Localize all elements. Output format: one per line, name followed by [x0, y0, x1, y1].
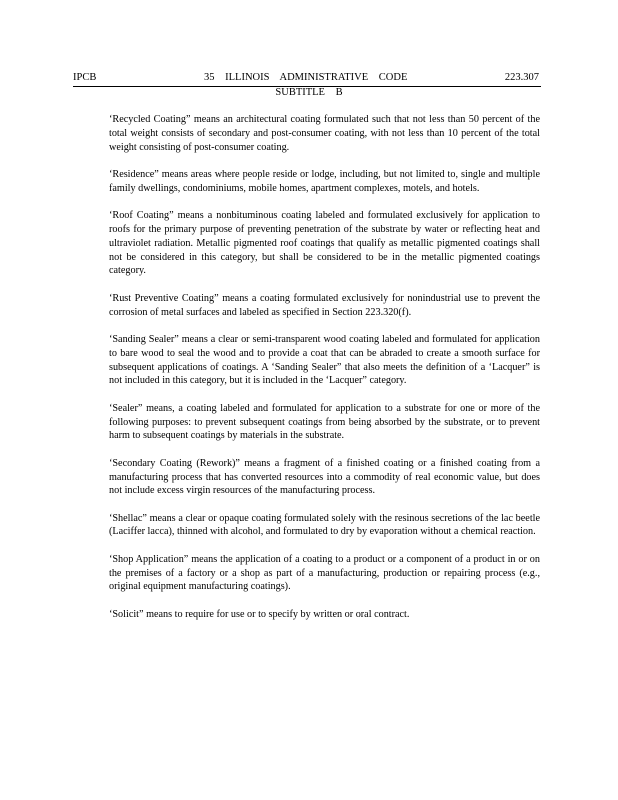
definition-residence: ‘Residence” means areas where people reside or lodge, including, but not limited to, single and multiple family dwellings, condominiums, mobile homes, apartment complexes, motels, and hotels. [109, 168, 540, 194]
page-header [73, 72, 541, 87]
definition-recycled-coating: ‘Recycled Coating” means an architectural coating formulated such that not less than 50 percent of the total weight consists of secondary and post-consumer coating, with not less than 10 percent of the total weight consisting of post-consumer coating. [109, 114, 540, 153]
definition-shellac: ‘Shellac” means a clear or opaque coating formulated solely with the resinous secretions of the lac beetle (Laciffer lacca), thinned with alcohol, and formulated to dry by evaporation without a chemical reaction. [109, 512, 540, 538]
definition-roof-coating: ‘Roof Coating” means a nonbituminous coating labeled and formulated exclusively for application to roofs for the primary purpose of preventing penetration of the substrate by water or reflecting heat and ultraviolet radiation. Metallic pigmented roof coatings that qualify as metallic pigmented coatings shall not be considered in this category, but shall be considered to be in the metallic pigmented coatings category. [109, 210, 540, 277]
header-agency: IPCB [73, 72, 97, 83]
header-subtitle: SUBTITLE B [275, 87, 343, 98]
definition-sanding-sealer: ‘Sanding Sealer” means a clear or semi-transparent wood coating labeled and formulated for application to bare wood to seal the wood and to provide a coat that can be abraded to create a smooth surface for subsequent applications of coatings. A ‘Sanding Sealer” that also meets the definition of a ‘Lacquer” is not included in this category, but it is included in the ‘Lacquer” category. [109, 333, 540, 387]
definition-shop-application: ‘Shop Application” means the application of a coating to a product or a component of a product in or on the premises of a factory or a shop as part of a manufacturing, production or repairing process (e.g., original equipment manufacturing coatings). [109, 553, 540, 593]
definition-secondary-coating: ‘Secondary Coating (Rework)” means a fragment of a finished coating or a finished coating from a manufacturing process that has converted resources into a commodity of real economic value, but does not include excess virgin resources of the manufacturing process. [109, 457, 540, 497]
definition-sealer: ‘Sealer” means, a coating labeled and formulated for application to a substrate for one or more of the following purposes: to prevent subsequent coatings from being absorbed by the substrate, or to prevent harm to subsequent coatings by materials in the substrate. [109, 402, 540, 442]
definitions-body [109, 113, 540, 635]
definition-solicit: ‘Solicit” means to require for use or to specify by written or oral contract. [109, 608, 410, 620]
header-section-number: 223.307 [504, 72, 539, 83]
definition-rust-preventive-coating: ‘Rust Preventive Coating” means a coating formulated exclusively for nonindustrial use to prevent the corrosion of metal surfaces and labeled as specified in Section 223.320(f). [109, 292, 540, 318]
header-code-title: 35 ILLINOIS ADMINISTRATIVE CODE [204, 72, 408, 83]
